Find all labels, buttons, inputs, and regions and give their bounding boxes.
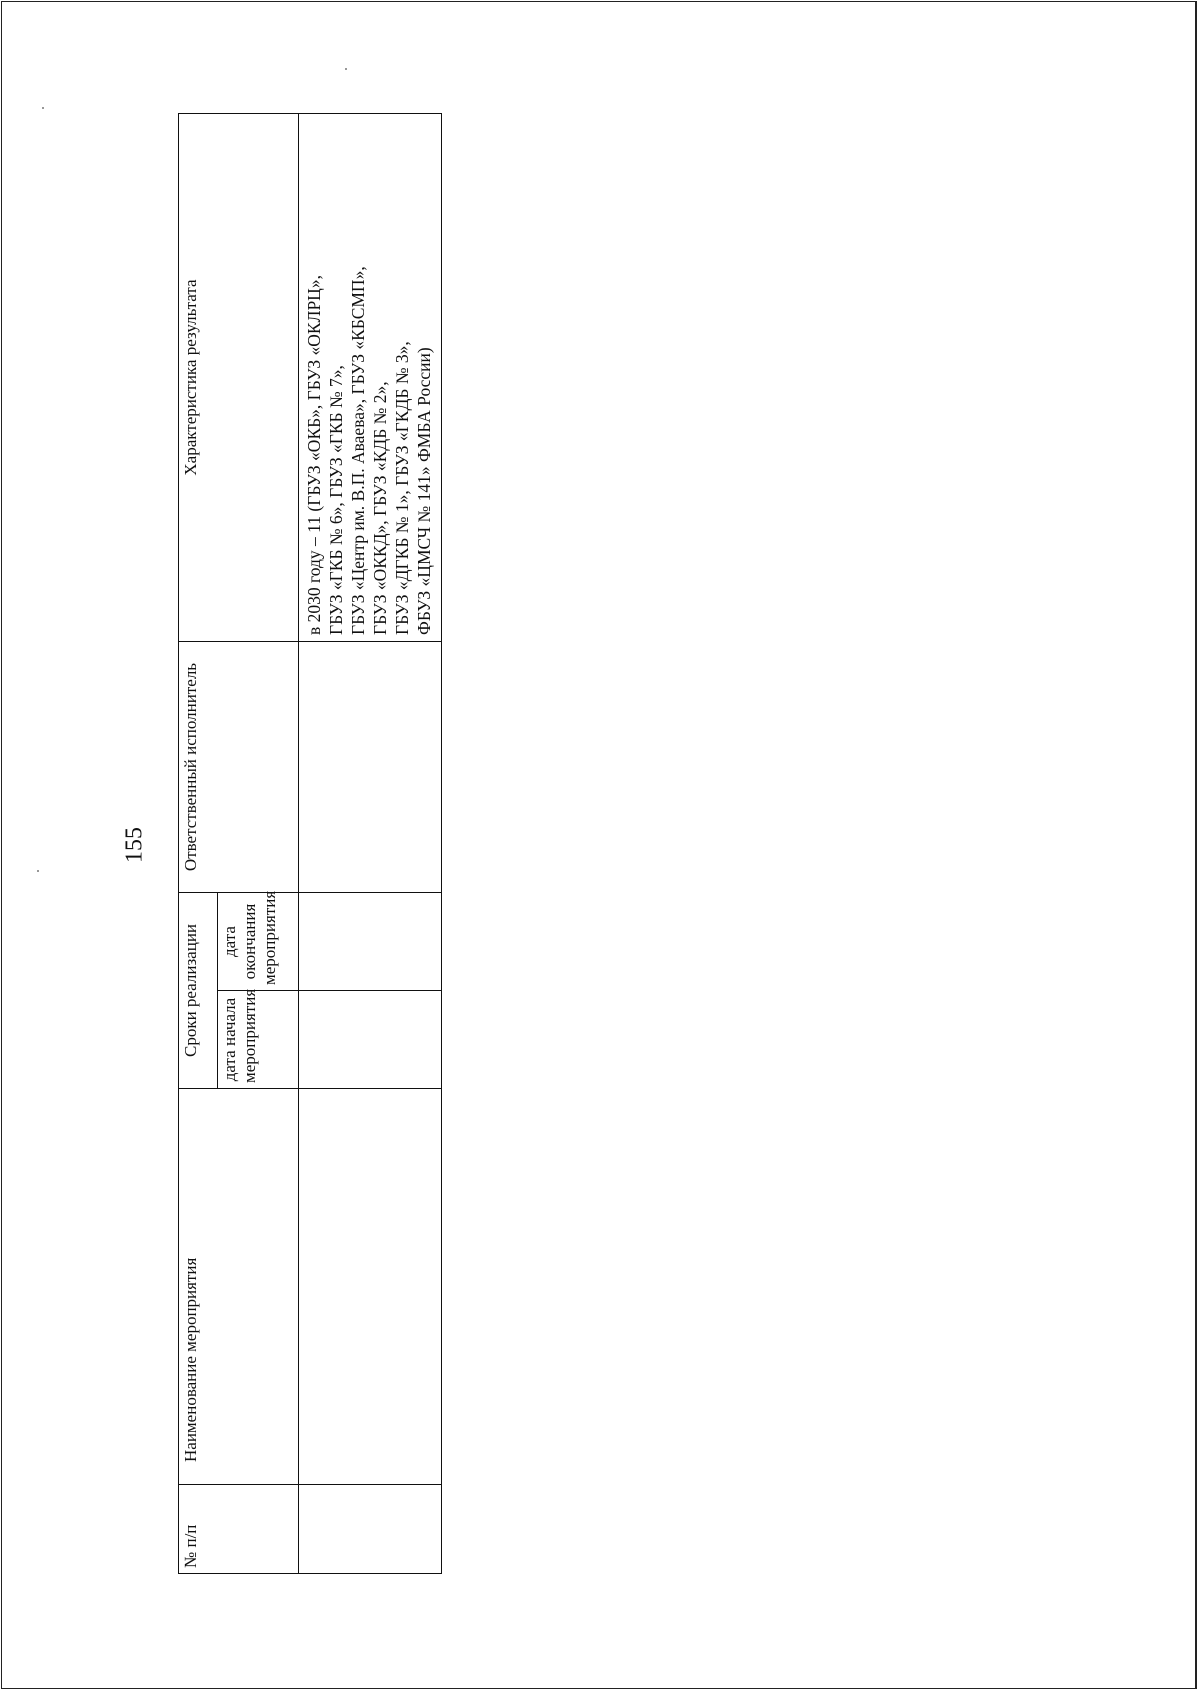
scan-speck — [37, 870, 39, 872]
header-result: Характеристика результата — [179, 114, 299, 642]
result-line: ГБУЗ «ОККД», ГБУЗ «КДБ № 2», — [370, 381, 390, 635]
scan-speck — [345, 68, 347, 70]
header-timing: Сроки реализации — [179, 893, 218, 1089]
header-executor: Ответственный исполнитель — [179, 642, 299, 893]
scan-speck — [42, 107, 44, 109]
result-line: ГБУЗ «ДГКБ № 1», ГБУЗ «ГКДБ № 3», — [392, 341, 412, 635]
header-end: дата окончания мероприятия — [218, 893, 299, 991]
header-num: № п/п — [179, 1485, 299, 1574]
result-line: ГБУЗ «ГКБ № 6», ГБУЗ «ГКБ № 7», — [326, 365, 346, 635]
result-line: ГБУЗ «Центр им. В.П. Аваева», ГБУЗ «КБСМП», — [348, 266, 368, 635]
cell-end — [299, 893, 442, 991]
cell-name — [299, 1089, 442, 1485]
result-line: ФБУЗ «ЦМСЧ № 141» ФМБА России) — [414, 347, 434, 635]
cell-result — [299, 114, 442, 642]
header-start: дата начала мероприятия — [218, 991, 299, 1089]
cell-num — [299, 1485, 442, 1574]
result-line: в 2030 году – 11 (ГБУЗ «ОКБ», ГБУЗ «ОКЛРЦ», — [304, 275, 324, 635]
cell-start — [299, 991, 442, 1089]
plan-table — [178, 113, 442, 1574]
rotated-table-container — [178, 114, 442, 1574]
header-name: Наименование мероприятия — [179, 1089, 299, 1485]
page-number: 155 — [121, 827, 148, 863]
cell-executor — [299, 642, 442, 893]
